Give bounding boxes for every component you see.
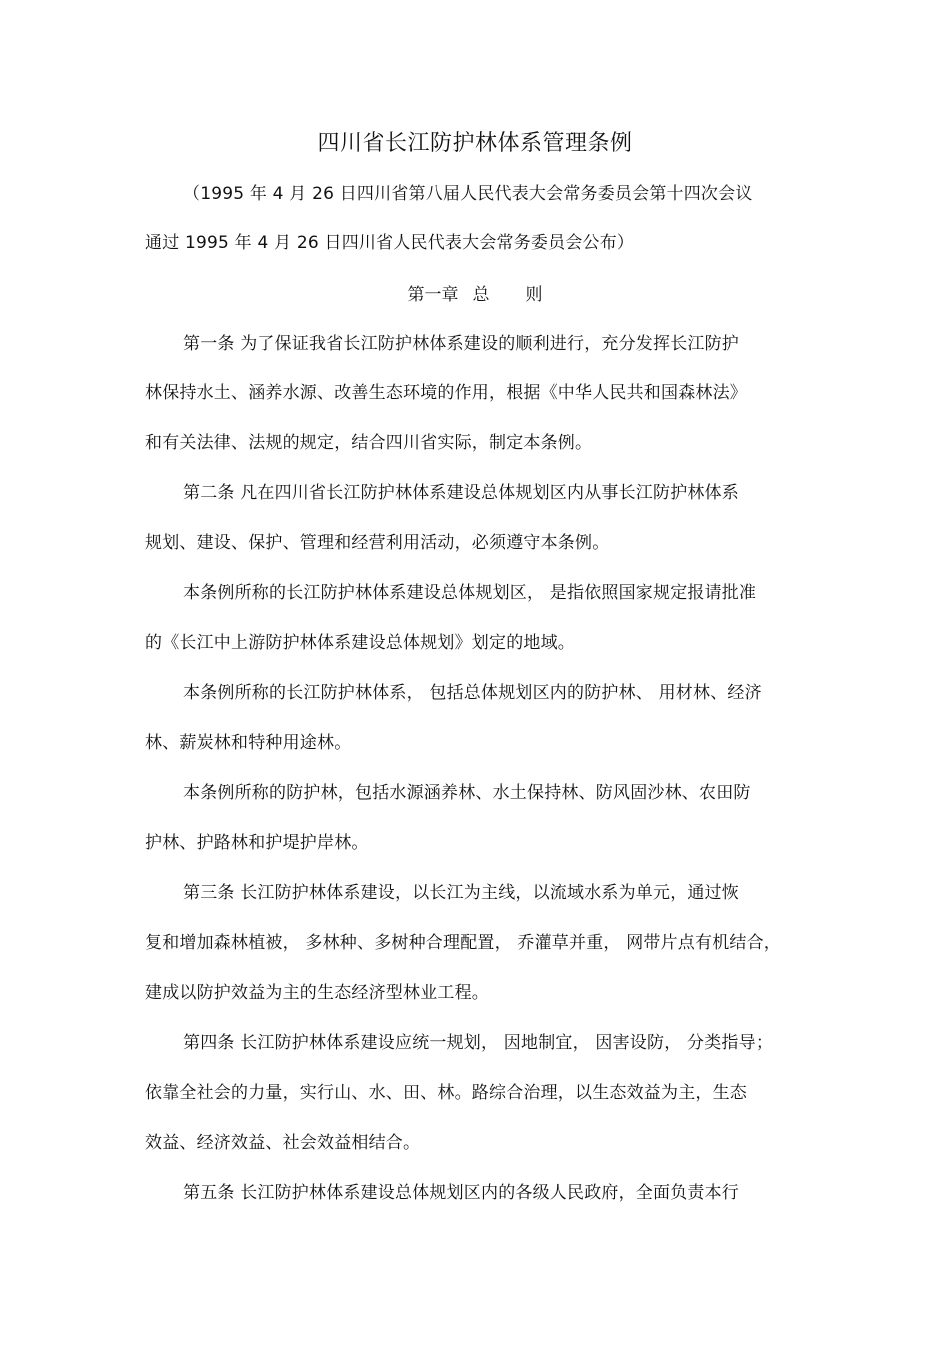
preamble-line-1: （1995 年 4 月 26 日四川省第八届人民代表大会常务委员会第十四次会议 [183,184,753,204]
article-3-line-3: 建成以防护效益为主的生态经济型林业工程。 [145,983,489,1003]
preamble-line-2: 通过 1995 年 4 月 26 日四川省人民代表大会常务委员会公布） [145,233,635,253]
chapter-label: 第一章 [407,285,459,305]
article-2-line-2: 规划、建设、保护、管理和经营利用活动，必须遵守本条例。 [145,533,610,553]
article-3-line-1: 第三条 长江防护林体系建设，以长江为主线，以流域水系为单元，通过恢 [183,883,740,903]
article-2-para-4-line-1: 本条例所称的防护林，包括水源涵养林、水土保持林、防风固沙林、农田防 [183,783,751,803]
article-4-line-2: 依靠全社会的力量，实行山、水、田、林。路综合治理，以生态效益为主，生态 [145,1083,747,1103]
article-4-line-1: 第四条 长江防护林体系建设应统一规划， 因地制宜， 因害设防， 分类指导； [183,1033,774,1053]
article-1-line-3: 和有关法律、法规的规定，结合四川省实际，制定本条例。 [145,433,593,453]
article-2-para-2-line-1: 本条例所称的长江防护林体系建设总体规划区， 是指依照国家规定报请批准 [183,583,757,603]
chapter-word-2: 则 [525,285,543,305]
article-2-line-1: 第二条 凡在四川省长江防护林体系建设总体规划区内从事长江防护林体系 [183,483,740,503]
document-title: 四川省长江防护林体系管理条例 [317,131,633,156]
article-1-line-2: 林保持水土、涵养水源、改善生态环境的作用，根据《中华人民共和国森林法》 [145,383,747,403]
article-2-para-4-line-2: 护林、护路林和护堤护岸林。 [145,833,369,853]
article-2-para-3-line-1: 本条例所称的长江防护林体系， 包括总体规划区内的防护林、 用材林、经济 [183,683,762,703]
chapter-word-1: 总 [472,285,490,305]
article-3-line-2: 复和增加森林植被， 多林种、多树种合理配置， 乔灌草并重， 网带片点有机结合， [145,933,782,953]
article-2-para-3-line-2: 林、薪炭林和特种用途林。 [145,733,352,753]
article-4-line-3: 效益、经济效益、社会效益相结合。 [145,1133,421,1153]
article-5-line-1: 第五条 长江防护林体系建设总体规划区内的各级人民政府，全面负责本行 [183,1183,740,1203]
article-2-para-2-line-2: 的《长江中上游防护林体系建设总体规划》划定的地域。 [145,633,575,653]
chapter-heading [0,284,950,306]
article-1-line-1: 第一条 为了保证我省长江防护林体系建设的顺利进行，充分发挥长江防护 [183,334,740,354]
